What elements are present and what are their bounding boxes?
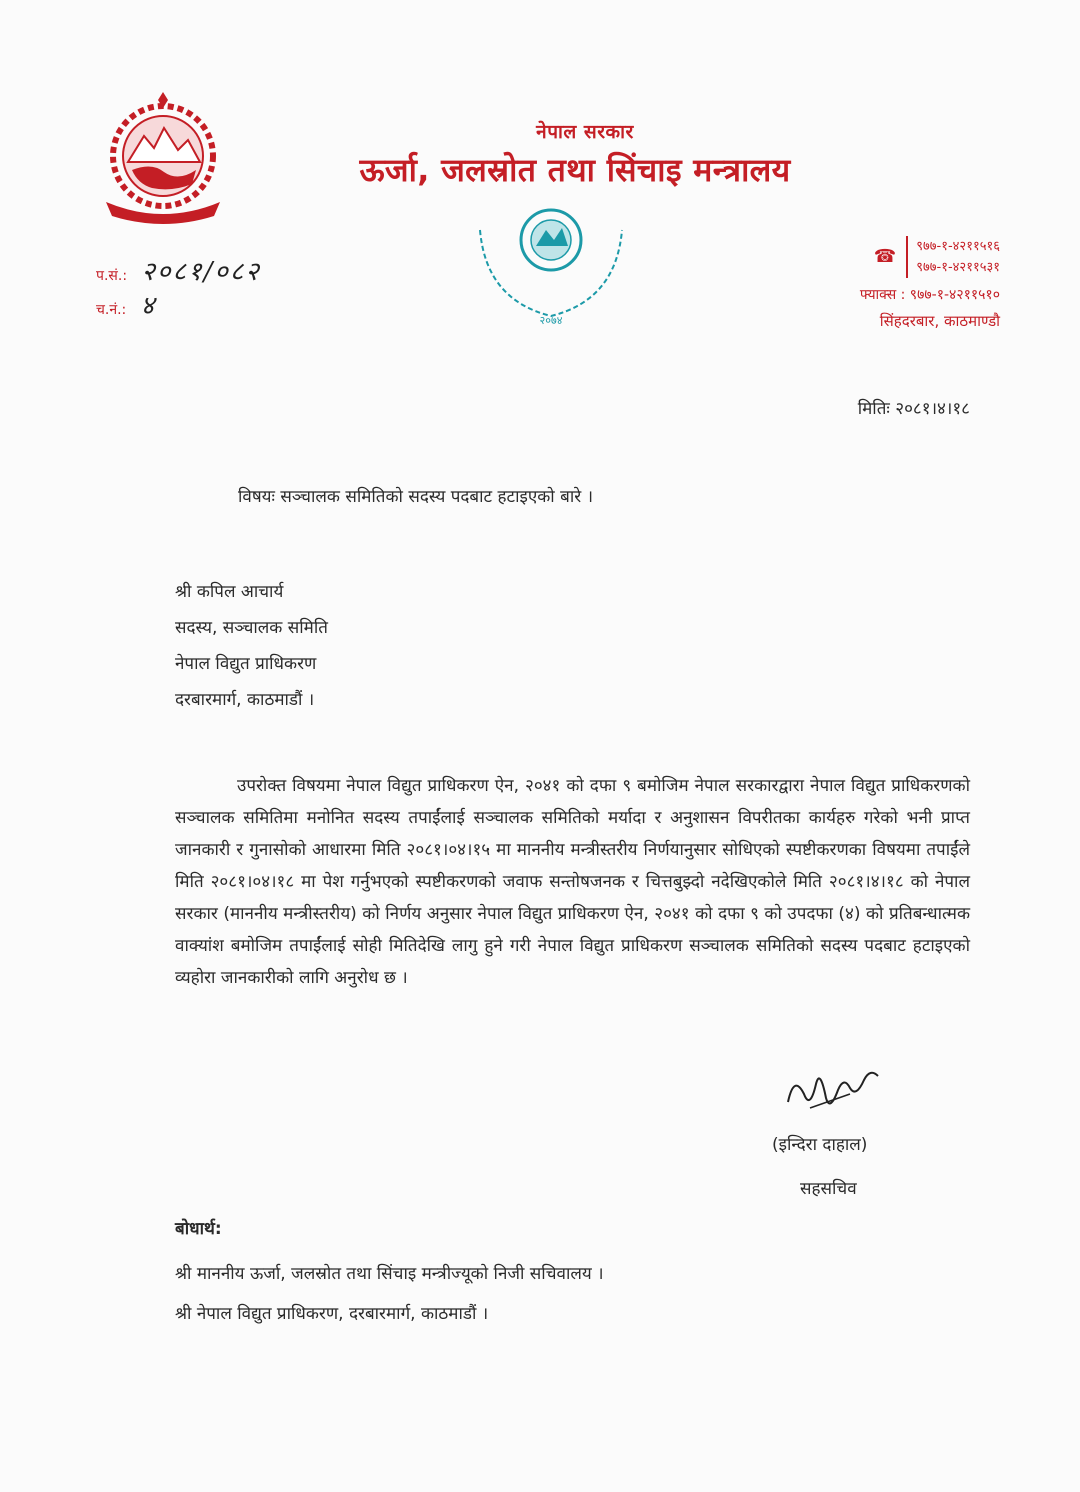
phone-row <box>874 236 1000 278</box>
cc-item: श्री माननीय ऊर्जा, जलस्रोत तथा सिंचाइ मन्त्रीज्यूको निजी सचिवालय । <box>175 1264 604 1284</box>
chalani-number <box>96 286 156 322</box>
office-address: सिंहदरबार, काठमाण्डौ <box>879 312 1000 330</box>
chalani-number-value: ४ <box>140 291 157 321</box>
ministry-stamp-icon <box>466 200 636 330</box>
addressee-line: सदस्य, सञ्चालक समिति <box>175 618 328 638</box>
government-name: नेपाल सरकार <box>536 121 634 143</box>
addressee-block <box>175 574 328 718</box>
patra-sankhya-value: २०८१/०८२ <box>141 257 261 287</box>
addressee-line: नेपाल विद्युत प्राधिकरण <box>175 654 317 674</box>
phone-list <box>906 236 1000 278</box>
contact-block <box>860 236 1000 332</box>
addressee-line: दरबारमार्ग, काठमाडौं । <box>175 690 315 710</box>
patra-sankhya-label: प.सं.: <box>96 268 128 284</box>
nepal-emblem-icon <box>92 92 234 224</box>
cc-list <box>175 1254 604 1334</box>
letterhead-title <box>300 118 850 191</box>
ministry-name: ऊर्जा, जलस्रोत तथा सिंचाइ मन्त्रालय <box>359 151 791 189</box>
cc-item: श्री नेपाल विद्युत प्राधिकरण, दरबारमार्ग, काठमाडौं । <box>175 1304 489 1324</box>
letter-subject: विषयः सञ्चालक समितिको सदस्य पदबाट हटाइएको बारे । <box>238 487 594 507</box>
handwritten-signature <box>780 1054 890 1124</box>
signer-name: (इन्दिरा दाहाल) <box>772 1135 868 1155</box>
svg-text:२०७४: २०७४ <box>539 314 563 327</box>
phone-number-2: ९७७-१-४२११५३१ <box>916 260 1000 275</box>
patra-sankhya <box>96 252 261 288</box>
chalani-number-label: च.नं.: <box>96 302 127 318</box>
signer-title: सहसचिव <box>800 1179 857 1199</box>
phone-icon: ☎ <box>873 246 897 267</box>
cc-title: बोधार्थ: <box>175 1219 222 1239</box>
letter-date: मितिः २०८१।४।१८ <box>857 399 970 419</box>
fax-number: फ्याक्स : ९७७-१-४२११५१० <box>859 287 1000 303</box>
addressee-line: श्री कपिल आचार्य <box>175 582 284 602</box>
phone-number-1: ९७७-१-४२११५१६ <box>916 239 1000 254</box>
letter-body: उपरोक्त विषयमा नेपाल विद्युत प्राधिकरण ऐन, २०४१ को दफा ९ बमोजिम नेपाल सरकारद्वारा नेपाल विद्युत प्राधिकरणको सञ्चालक समितिमा मनोनित सदस्य तपाईंलाई सञ्चालक समितिको मर्यादा र अनुशासन विपरीतका कार्यहरु गरेको भनी प्राप्त जानकारी र गुनासोको आधारमा मिति २०८१।०४।१५ मा माननीय मन्त्रीस्तरीय निर्णयानुसार सोधिएको स्पष्टीकरणका विषयमा तपाईंले मिति २०८१।०४।१८ मा पेश गर्नुभएको स्पष्टीकरणको जवाफ सन्तोषजनक र चित्तबुझ्दो नदेखिएकोले मिति २०८१।४।१८ को नेपाल सरकार (माननीय मन्त्रीस्तरीय) को निर्णय अनुसार नेपाल विद्युत प्राधिकरण ऐन, २०४१ को दफा ९ को उपदफा (४) को प्रतिबन्धात्मक वाक्यांश बमोजिम तपाईंलाई सोही मितिदेखि लागु हुने गरी नेपाल विद्युत प्राधिकरण सञ्चालक समितिको सदस्य पदबाट हटाइएको व्यहोरा जानकारीको लागि अनुरोध छ । <box>175 776 970 988</box>
